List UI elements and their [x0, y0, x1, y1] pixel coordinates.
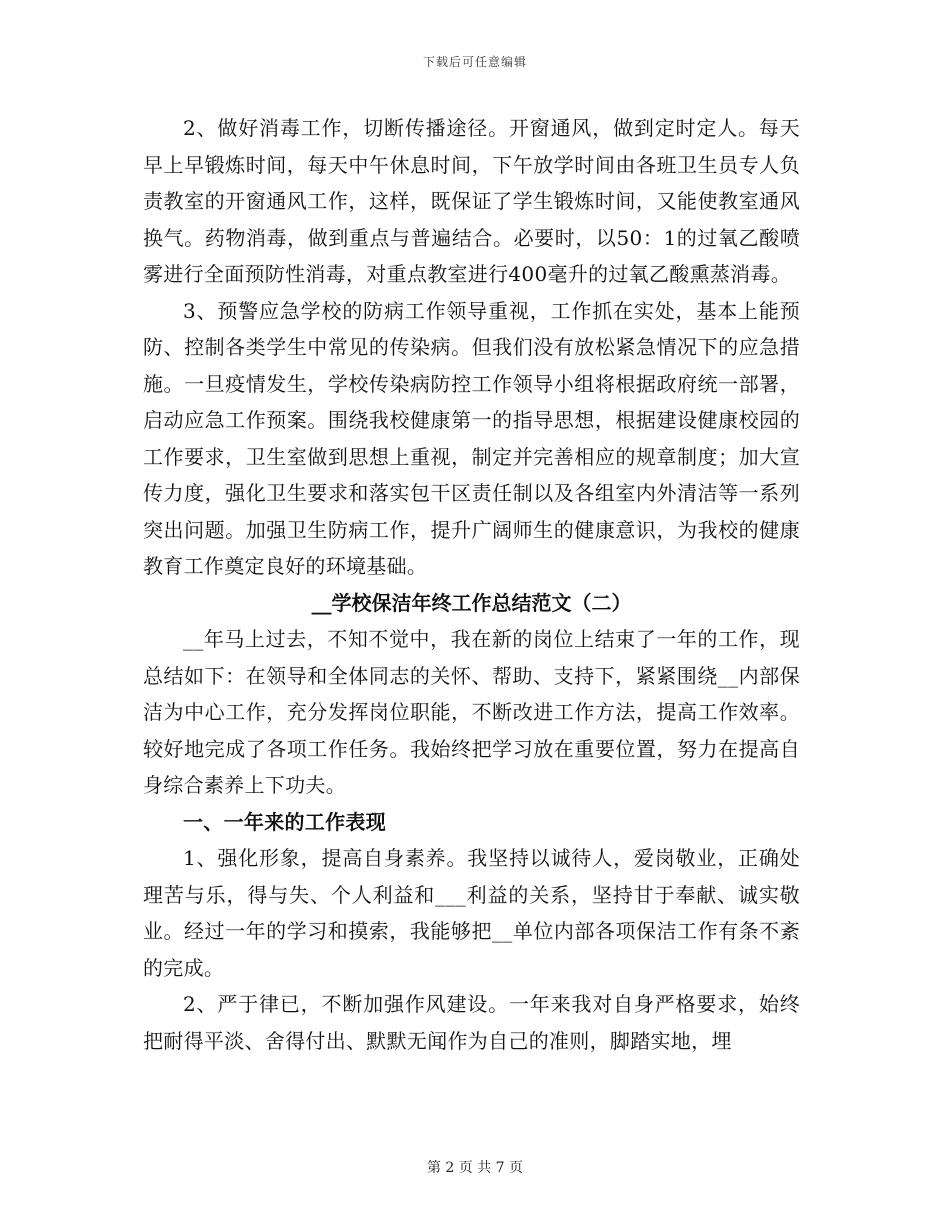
page-number: 第 2 页 共 7 页	[426, 1160, 524, 1176]
document-body	[143, 110, 800, 1059]
paragraph-item-1: 1、强化形象，提高自身素养。我坚持以诚待人，爱岗敬业，正确处理苦与乐，得与失、个人利益和___利益的关系，坚持甘于奉献、诚实敬业。经过一年的学习和摸索，我能够把__单位内部各项保洁工作有条不紊的完成。	[143, 846, 800, 980]
header-note: 下载后可任意编辑	[422, 55, 527, 69]
section-title: __学校保洁年终工作总结范文（二）	[311, 590, 632, 615]
paragraph-disinfection: 2、做好消毒工作，切断传播途径。开窗通风，做到定时定人。每天早上早锻炼时间，每天中午休息时间，下午放学时间由各班卫生员专人负责教室的开窗通风工作，这样，既保证了学生锻炼时间，又能使教室通风换气。药物消毒，做到重点与普遍结合。必要时，以50：1的过氧乙酸喷雾进行全面预防性消毒，对重点教室进行400毫升的过氧乙酸熏蒸消毒。	[143, 116, 800, 286]
paragraph-intro: __年马上过去，不知不觉中，我在新的岗位上结束了一年的工作，现总结如下：在领导和全体同志的关怀、帮助、支持下，紧紧围绕__内部保洁为中心工作，充分发挥岗位职能，不断改进工作方法，提高工作效率。较好地完成了各项工作任务。我始终把学习放在重要位置，努力在提高自身综合素养上下功夫。	[143, 627, 800, 797]
subheading-work-performance: 一、一年来的工作表现	[183, 809, 386, 834]
paragraph-item-2: 2、严于律已，不断加强作风建设。一年来我对自身严格要求，始终把耐得平淡、舍得付出、默默无闻作为自己的准则，脚踏实地，埋	[143, 992, 800, 1053]
paragraph-emergency: 3、预警应急学校的防病工作领导重视，工作抓在实处，基本上能预防、控制各类学生中常见的传染病。但我们没有放松紧急情况下的应急措施。一旦疫情发生，学校传染病防控工作领导小组将根据政府统一部署，启动应急工作预案。围绕我校健康第一的指导思想，根据建设健康校园的工作要求，卫生室做到思想上重视，制定并完善相应的规章制度；加大宣传力度，强化卫生要求和落实包干区责任制以及各组室内外清洁等一系列突出问题。加强卫生防病工作，提升广阔师生的健康意识，为我校的健康教育工作奠定良好的环境基础。	[143, 298, 800, 578]
